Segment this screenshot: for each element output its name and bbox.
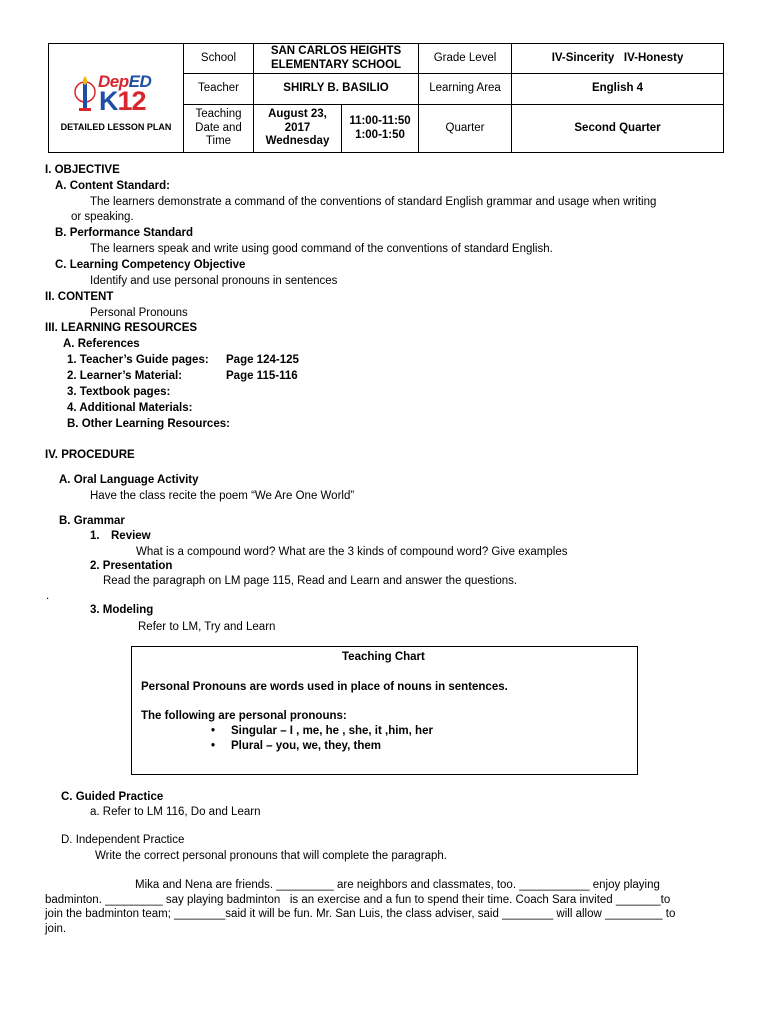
presentation-label: 2. Presentation [90,560,173,572]
teaching-chart-definition: Personal Pronouns are words used in place of nouns in sentences. [141,681,508,693]
review-label: Review [111,530,151,542]
quarter-value: Second Quarter [512,105,724,153]
school-label: School [184,44,254,74]
presentation-text: Read the paragraph on LM page 115, Read and Learn and answer the questions. [103,575,518,587]
oral-language-label: A. Oral Language Activity [59,474,199,486]
teaching-chart-intro: The following are personal pronouns: [141,710,347,722]
plural-pronouns: Plural – you, we, they, them [231,740,381,752]
modeling-label: 3. Modeling [90,604,154,616]
objective-heading: I. OBJECTIVE [45,164,120,176]
content-standard-label: A. Content Standard: [55,180,170,192]
grammar-label: B. Grammar [59,515,125,527]
deped-k12-logo [68,64,164,120]
other-resources-label: B. Other Learning Resources: [67,418,230,430]
teacher-label: Teacher [184,74,254,105]
resource-item-value: Page 115-116 [226,370,298,382]
procedure-heading: IV. PROCEDURE [45,449,135,461]
independent-practice-text: Write the correct personal pronouns that will complete the paragraph. [95,850,448,862]
review-text: What is a compound word? What are the 3 kinds of compound word? Give examples [136,546,568,558]
teaching-date-value: August 23, 2017 Wednesday [254,105,342,153]
content-heading: II. CONTENT [45,291,114,303]
k12-logo-text: K12 [99,85,146,116]
quarter-label: Quarter [419,105,512,153]
teacher-value: SHIRLY B. BASILIO [254,74,419,105]
grade-level-label: Grade Level [419,44,512,74]
stray-dot: . [46,590,50,602]
performance-standard-text: The learners speak and write using good command of the conventions of standard English. [90,243,553,255]
paragraph-line-1: Mika and Nena are friends. _________ are neighbors and classmates, too. ___________ enjoy playing [135,879,660,891]
torch-emblem-icon [74,74,96,114]
paragraph-line-4: join. [45,923,67,935]
references-label: A. References [63,338,140,350]
school-value: SAN CARLOS HEIGHTS ELEMENTARY SCHOOL [254,44,419,74]
performance-standard-label: B. Performance Standard [55,227,194,239]
time-slot-1: 11:00-11:50 [349,114,411,127]
resource-item-value: Page 124-125 [226,354,299,366]
competency-label: C. Learning Competency Objective [55,259,246,271]
content-standard-text-1: The learners demonstrate a command of the conventions of standard English grammar and usage when writing [90,196,657,208]
time-slot-2: 1:00-1:50 [355,128,405,141]
header-table [48,43,724,153]
teaching-chart-title: Teaching Chart [342,651,425,663]
bullet-icon: • [211,725,216,737]
paragraph-line-2: badminton. _________ say playing badminton is an exercise and a fun to spend their time. Coach Sara invited _______to [45,894,671,906]
independent-practice-label: D. Independent Practice [61,834,185,846]
oral-language-text: Have the class recite the poem “We Are One World” [90,490,355,502]
competency-text: Identify and use personal pronouns in sentences [90,275,338,287]
content-standard-text-2: or speaking. [71,211,134,223]
resource-item-label: 3. Textbook pages: [67,386,171,398]
guided-practice-label: C. Guided Practice [61,791,164,803]
deped-logo-text: DepED [98,71,152,91]
resource-item-label: 1. Teacher’s Guide pages: [67,354,209,366]
resource-item-label: 2. Learner’s Material: [67,370,183,382]
resource-item-label: 4. Additional Materials: [67,402,193,414]
grade-level-value: IV-Sincerity IV-Honesty [512,44,724,74]
modeling-text: Refer to LM, Try and Learn [138,621,276,633]
learning-area-value: English 4 [512,74,724,105]
guided-practice-text: a. Refer to LM 116, Do and Learn [90,806,261,818]
content-text: Personal Pronouns [90,307,188,319]
bullet-icon: • [211,740,216,752]
singular-pronouns: Singular – I , me, he , she, it ,him, her [231,725,433,737]
deped-logo-cell [49,44,184,153]
teaching-time-value [342,105,419,153]
teaching-date-label: Teaching Date and Time [184,105,254,153]
detailed-lesson-plan-label: DETAILED LESSON PLAN [60,121,172,132]
paragraph-line-3: join the badminton team; ________said it will be fun. Mr. San Luis, the class adviser, said ________ will allow _________ to [45,908,676,920]
resources-heading: III. LEARNING RESOURCES [45,322,198,334]
review-number: 1. [90,530,100,542]
learning-area-label: Learning Area [419,74,512,105]
